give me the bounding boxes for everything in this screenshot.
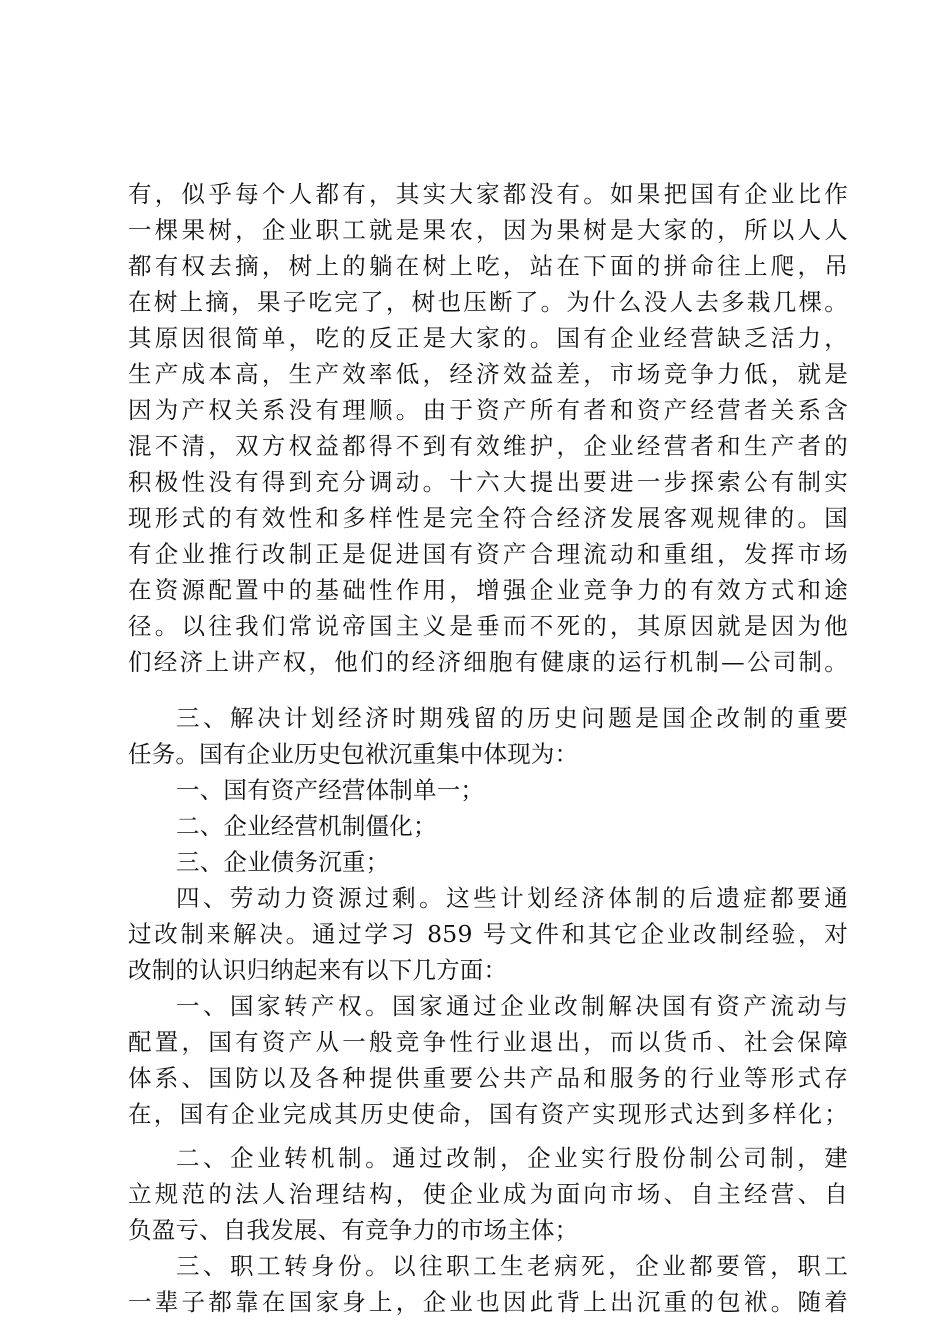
text-line: 改制的认识归纳起来有以下几方面： — [128, 956, 508, 984]
text-line: 体系、国防以及各种提供重要公共产品和服务的行业等形式存 — [128, 1064, 848, 1092]
text-line: 其原因很简单，吃的反正是大家的。国有企业经营缺乏活力， — [128, 324, 848, 352]
text-line: 有企业推行改制正是促进国有资产合理流动和重组，发挥市场 — [128, 540, 848, 568]
text-line: 一棵果树，企业职工就是果农，因为果树是大家的，所以人人 — [128, 216, 848, 244]
list-item: 三、职工转身份。以往职工生老病死，企业都要管，职工 — [176, 1252, 848, 1280]
text-line: 一辈子都靠在国家身上，企业也因此背上出沉重的包袱。随着 — [128, 1288, 848, 1316]
text-line: 在，国有企业完成其历史使命，国有资产实现形式达到多样化； — [128, 1100, 848, 1128]
list-item: 二、企业经营机制僵化； — [176, 812, 437, 840]
text-line: 积极性没有得到充分调动。十六大提出要进一步探索公有制实 — [128, 468, 848, 496]
list-item: 一、国有资产经营体制单一； — [176, 776, 485, 804]
list-item: 四、劳动力资源过剩。这些计划经济体制的后遗症都要通 — [176, 884, 848, 912]
list-item: 一、国家转产权。国家通过企业改制解决国有资产流动与 — [176, 992, 848, 1020]
text-line: 因为产权关系没有理顺。由于资产所有者和资产经营者关系含 — [128, 396, 848, 424]
text-line: 配置，国有资产从一般竞争性行业退出，而以货币、社会保障 — [128, 1028, 848, 1056]
list-item: 三、企业债务沉重； — [176, 848, 390, 876]
text-line: 有，似乎每个人都有，其实大家都没有。如果把国有企业比作 — [128, 180, 848, 208]
text-line: 负盈亏、自我发展、有竞争力的市场主体； — [128, 1216, 579, 1244]
text-line: 混不清，双方权益都得不到有效维护，企业经营者和生产者的 — [128, 432, 848, 460]
text-line: 在树上摘，果子吃完了，树也压断了。为什么没人去多栽几棵。 — [128, 288, 848, 316]
text-line: 径。以往我们常说帝国主义是垂而不死的，其原因就是因为他 — [128, 612, 848, 640]
text-line: 生产成本高，生产效率低，经济效益差，市场竞争力低，就是 — [128, 360, 848, 388]
text-line: 们经济上讲产权，他们的经济细胞有健康的运行机制—公司制。 — [128, 648, 848, 676]
list-item: 二、企业转机制。通过改制，企业实行股份制公司制，建 — [176, 1144, 848, 1172]
text-line: 都有权去摘，树上的躺在树上吃，站在下面的拼命往上爬，吊 — [128, 252, 848, 280]
text-line: 任务。国有企业历史包袱沉重集中体现为： — [128, 740, 579, 768]
text-line: 现形式的有效性和多样性是完全符合经济发展客观规律的。国 — [128, 504, 848, 532]
text-line: 过改制来解决。通过学习 859 号文件和其它企业改制经验，对 — [128, 920, 848, 948]
text-line: 三、解决计划经济时期残留的历史问题是国企改制的重要 — [176, 704, 848, 732]
text-line: 立规范的法人治理结构，使企业成为面向市场、自主经营、自 — [128, 1180, 848, 1208]
text-line: 在资源配置中的基础性作用，增强企业竞争力的有效方式和途 — [128, 576, 848, 604]
